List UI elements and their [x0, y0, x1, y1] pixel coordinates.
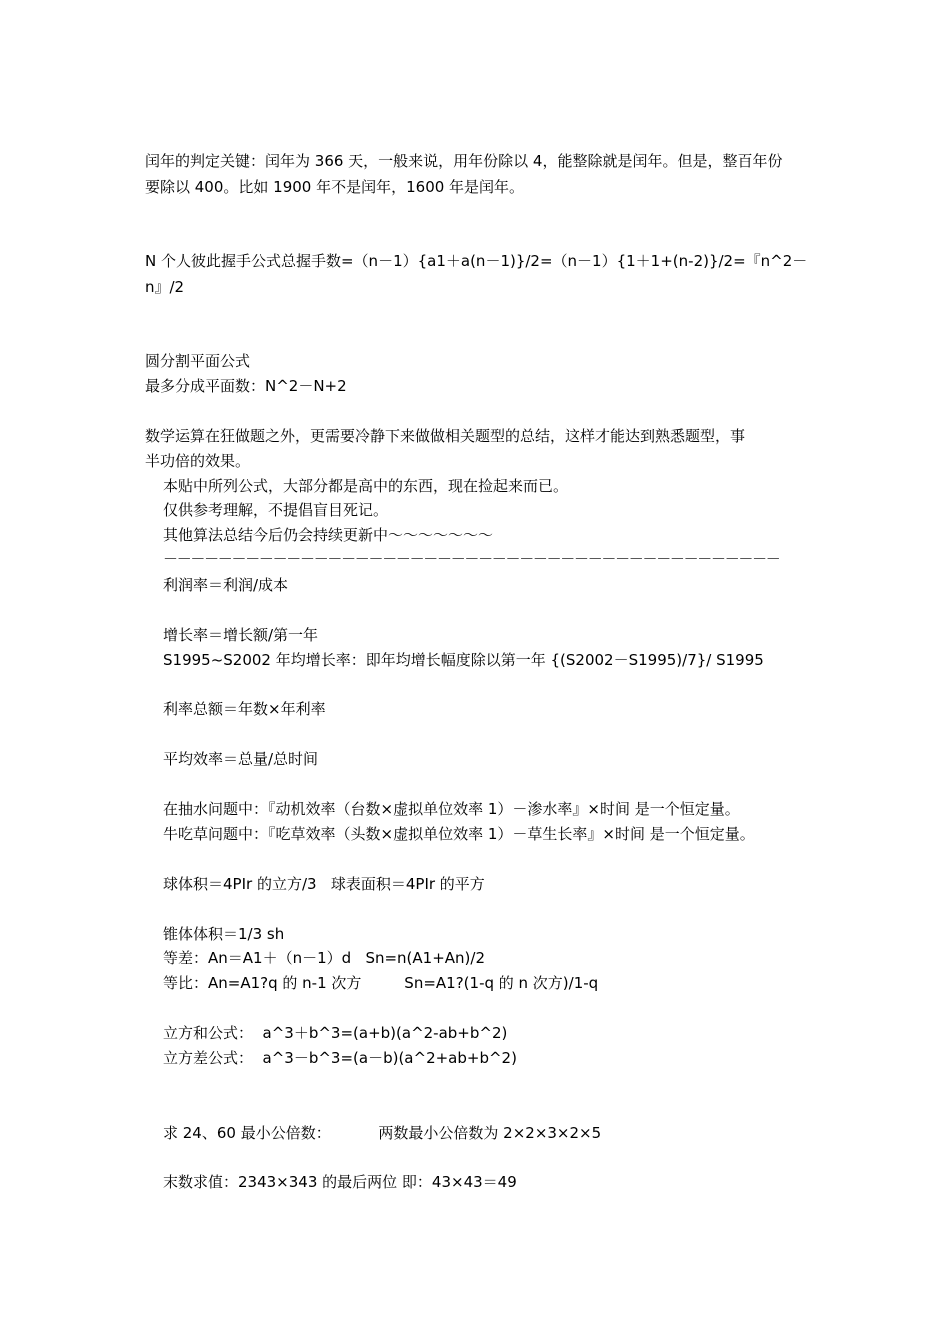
intro-line-1: 数学运算在狂做题之外，更需要冷静下来做做相关题型的总结，这样才能达到熟悉题型，事: [145, 427, 746, 445]
handshake-formula-line-2: n』/2: [145, 278, 185, 296]
arithmetic-sequence-formula: 等差：An＝A1＋（n－1）d Sn=n(A1+An)/2: [163, 949, 485, 967]
separator-line: －－－－－－－－－－－－－－－－－－－－－－－－－－－－－－－－－－－－－－－－－－－－－: [163, 550, 780, 568]
sphere-formula: 球体积＝4PIr 的立方/3 球表面积＝4PIr 的平方: [163, 875, 485, 893]
handshake-formula-line-1: N 个人彼此握手公式总握手数=（n－1）{a1＋a(n－1)}/2=（n－1）{1＋1+(n-2)}/2=『n^2－: [145, 252, 808, 270]
intro-line-2: 半功倍的效果。: [145, 452, 251, 470]
leap-year-text-line-2: 要除以 400。比如 1900 年不是闰年，1600 年是闰年。: [145, 178, 525, 196]
profit-rate-formula: 利润率＝利润/成本: [163, 576, 289, 594]
intro-line-3: 本贴中所列公式，大部分都是高中的东西，现在捡起来而已。: [163, 477, 569, 495]
cow-grass-formula: 牛吃草问题中：『吃草效率（头数×虚拟单位效率 1）－草生长率』×时间 是一个恒定量。: [163, 825, 755, 843]
intro-line-5: 其他算法总结今后仍会持续更新中～～～～～～～: [163, 526, 494, 544]
geometric-sequence-formula: 等比：An=A1?q 的 n-1 次方 Sn=A1?(1-q 的 n 次方)/1-q: [163, 974, 599, 992]
average-growth-formula: S1995~S2002 年均增长率：即年均增长幅度除以第一年 {(S2002－S1995)/7}/ S1995: [163, 651, 764, 669]
last-digits-example: 末数求值：2343×343 的最后两位 即：43×43＝49: [163, 1173, 517, 1191]
average-efficiency-formula: 平均效率＝总量/总时间: [163, 750, 319, 768]
circle-plane-title: 圆分割平面公式: [145, 352, 251, 370]
lcm-example: 求 24、60 最小公倍数： 两数最小公倍数为 2×2×3×2×5: [163, 1124, 602, 1142]
circle-plane-formula: 最多分成平面数：N^2－N+2: [145, 377, 347, 395]
interest-total-formula: 利率总额＝年数×年利率: [163, 700, 326, 718]
intro-line-4: 仅供参考理解，不提倡盲目死记。: [163, 501, 389, 519]
cube-difference-formula: 立方差公式： a^3－b^3=(a－b)(a^2+ab+b^2): [163, 1049, 517, 1067]
pump-problem-formula: 在抽水问题中：『动机效率（台数×虚拟单位效率 1）－渗水率』×时间 是一个恒定量。: [163, 800, 740, 818]
cone-formula: 锥体体积＝1/3 sh: [163, 925, 285, 943]
growth-rate-formula: 增长率＝增长额/第一年: [163, 626, 319, 644]
cube-sum-formula: 立方和公式： a^3＋b^3=(a+b)(a^2-ab+b^2): [163, 1024, 508, 1042]
leap-year-text-line-1: 闰年的判定关键：闰年为 366 天，一般来说，用年份除以 4，能整除就是闰年。但是，整百年份: [145, 152, 783, 170]
